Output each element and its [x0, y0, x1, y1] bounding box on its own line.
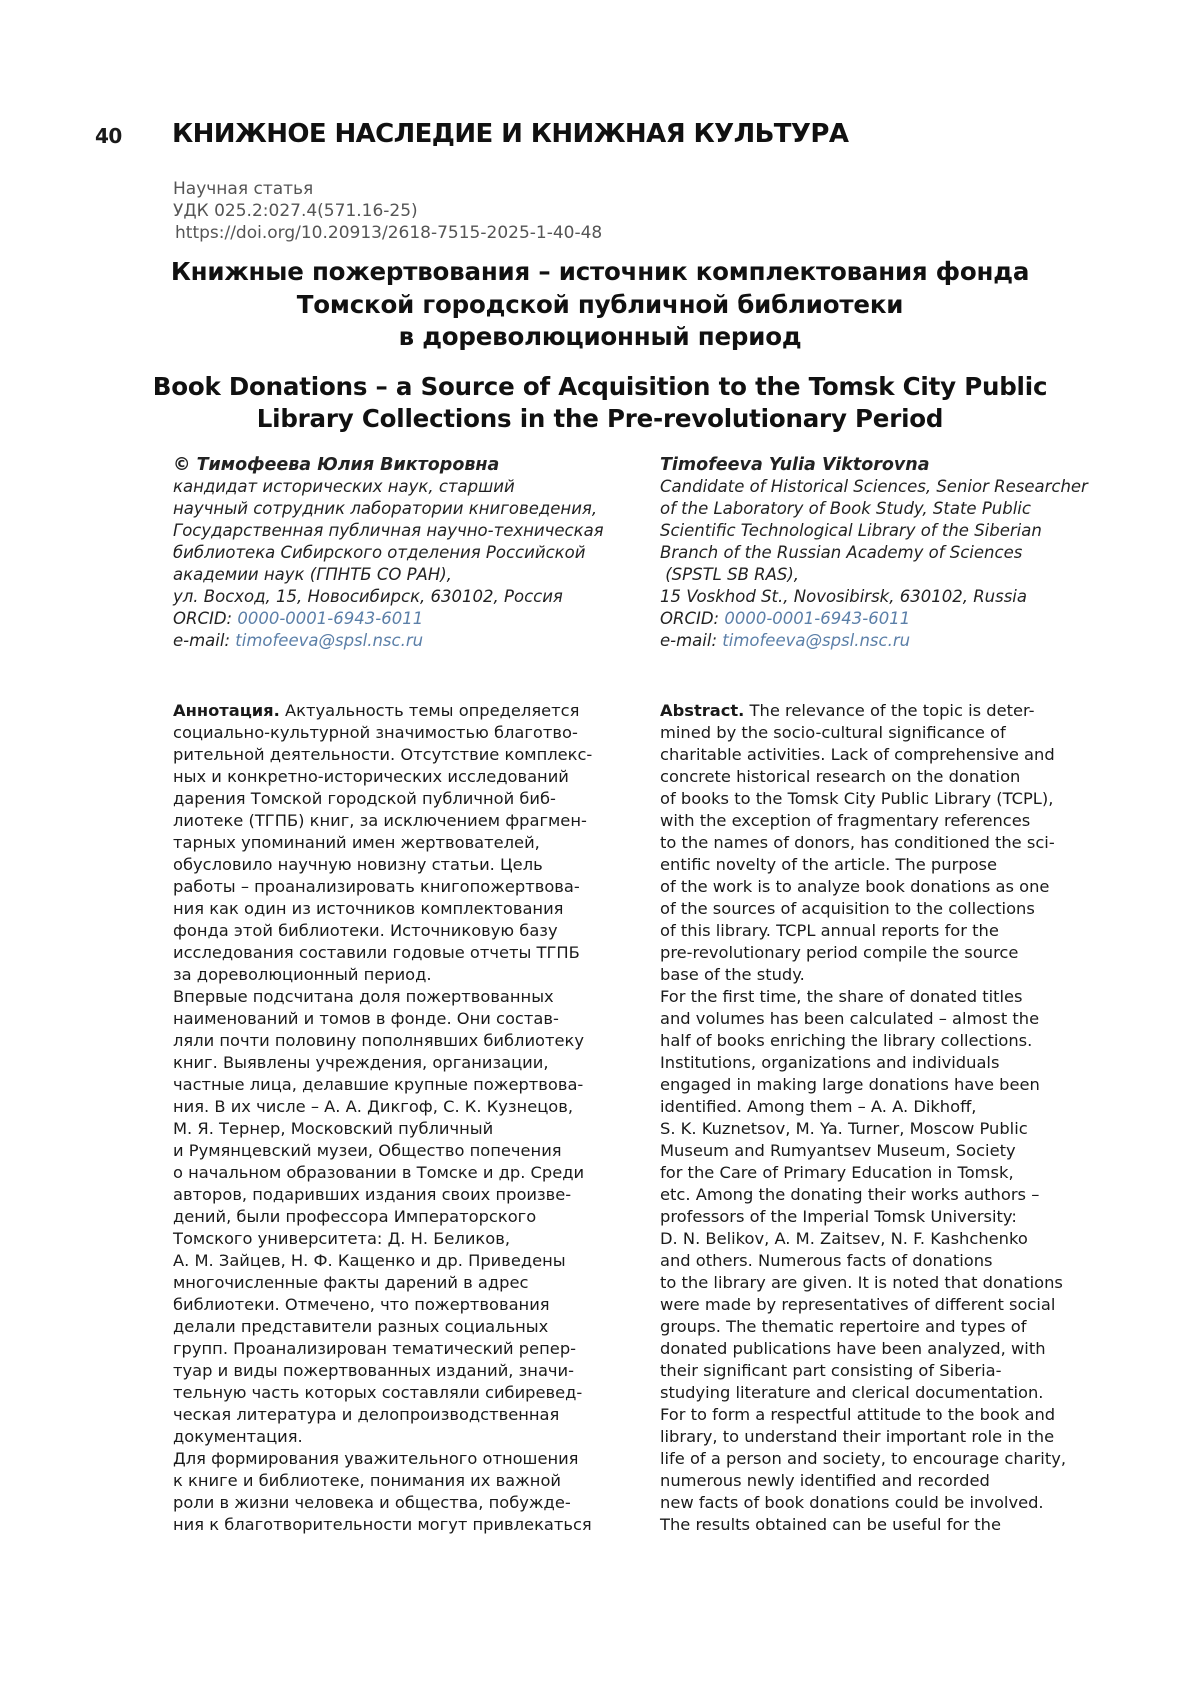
affiliation-line: кандидат исторических наук, старший: [173, 476, 653, 498]
affiliation-line: 15 Voskhod St., Novosibirsk, 630102, Russia: [660, 586, 1140, 608]
abstract-line: авторов, подаривших издания своих произве-: [173, 1184, 653, 1206]
abstract-line: ных и конкретно-исторических исследований: [173, 766, 653, 788]
abstract-line: base of the study.: [660, 964, 1140, 986]
abstract-line: entific novelty of the article. The purpose: [660, 854, 1140, 876]
title-en-line: Book Donations – a Source of Acquisition to the Tomsk City Public: [150, 371, 1050, 403]
abstract-line: library, to understand their important role in the: [660, 1426, 1140, 1448]
abstract-line: numerous newly identified and recorded: [660, 1470, 1140, 1492]
page: [0, 0, 1200, 1697]
abstract-line: дарения Томской городской публичной биб-: [173, 788, 653, 810]
article-type: Научная статья: [173, 178, 602, 200]
abstract-line: многочисленные факты дарений в адрес: [173, 1272, 653, 1294]
abstract-line: to the names of donors, has conditioned the sci-: [660, 832, 1140, 854]
abstract-line: For to form a respectful attitude to the book and: [660, 1404, 1140, 1426]
orcid-row: [660, 608, 1140, 630]
affiliation-line: (SPSTL SB RAS),: [660, 564, 1140, 586]
abstract-line: Museum and Rumyantsev Museum, Society: [660, 1140, 1140, 1162]
email-link[interactable]: timofeeva@spsl.nsc.ru: [235, 631, 423, 650]
affiliation-line: Candidate of Historical Sciences, Senior Researcher: [660, 476, 1140, 498]
abstract-line: of the sources of acquisition to the collections: [660, 898, 1140, 920]
abstract-line: new facts of book donations could be involved.: [660, 1492, 1140, 1514]
affiliation-line: Scientific Technological Library of the Siberian: [660, 520, 1140, 542]
abstract-line: concrete historical research on the donation: [660, 766, 1140, 788]
abstract-line: their significant part consisting of Siberia-: [660, 1360, 1140, 1382]
abstract-line: обусловило научную новизну статьи. Цель: [173, 854, 653, 876]
abstract-line: Томского университета: Д. Н. Беликов,: [173, 1228, 653, 1250]
article-title-ru: [150, 256, 1050, 354]
abstract-line: For the first time, the share of donated titles: [660, 986, 1140, 1008]
email-label: e-mail:: [173, 631, 235, 650]
abstract-line: of this library. TCPL annual reports for the: [660, 920, 1140, 942]
abstract-line: ния как один из источников комплектования: [173, 898, 653, 920]
abstract-line: туар и виды пожертвованных изданий, значи-: [173, 1360, 653, 1382]
title-ru-line: в дореволюционный период: [150, 321, 1050, 354]
doi-link[interactable]: https://doi.org/10.20913/2618-7515-2025-1-40-48: [173, 222, 602, 244]
abstract-line: [660, 700, 1140, 722]
abstract-line: наименований и томов в фонде. Они состав-: [173, 1008, 653, 1030]
author-name-en: Timofeeva Yulia Viktorovna: [660, 454, 1140, 476]
abstract-line: were made by representatives of different social: [660, 1294, 1140, 1316]
abstract-line: and others. Numerous facts of donations: [660, 1250, 1140, 1272]
orcid-link[interactable]: 0000-0001-6943-6011: [237, 609, 423, 628]
abstract-line: life of a person and society, to encourage charity,: [660, 1448, 1140, 1470]
abstract-line: to the library are given. It is noted that donations: [660, 1272, 1140, 1294]
abstract-line: к книге и библиотеке, понимания их важной: [173, 1470, 653, 1492]
abstract-line: фонда этой библиотеки. Источниковую базу: [173, 920, 653, 942]
abstract-line: Для формирования уважительного отношения: [173, 1448, 653, 1470]
abstract-line: S. K. Kuznetsov, M. Ya. Turner, Moscow Public: [660, 1118, 1140, 1140]
abstract-line: ческая литература и делопроизводственная: [173, 1404, 653, 1426]
abstract-line: тельную часть которых составляли сибиревед-: [173, 1382, 653, 1404]
article-title-en: [150, 371, 1050, 435]
affiliation-line: библиотека Сибирского отделения Российской: [173, 542, 653, 564]
abstract-line: and volumes has been calculated – almost the: [660, 1008, 1140, 1030]
abstract-line: роли в жизни человека и общества, побужде-: [173, 1492, 653, 1514]
article-meta: [173, 178, 602, 244]
abstract-line: ляли почти половину пополнявших библиотеку: [173, 1030, 653, 1052]
abstract-line: социально-культурной значимостью благотво-: [173, 722, 653, 744]
title-en-line: Library Collections in the Pre-revolutionary Period: [150, 403, 1050, 435]
affiliation-line: Государственная публичная научно-техническая: [173, 520, 653, 542]
abstract-line: ния к благотворительности могут привлекаться: [173, 1514, 653, 1536]
affiliation-line: академии наук (ГПНТБ СО РАН),: [173, 564, 653, 586]
abstract-ru: [173, 700, 653, 1536]
author-info-en: [660, 454, 1140, 652]
orcid-row: [173, 608, 653, 630]
email-row: [173, 630, 653, 652]
abstract-line: Впервые подсчитана доля пожертвованных: [173, 986, 653, 1008]
email-link[interactable]: timofeeva@spsl.nsc.ru: [722, 631, 910, 650]
abstract-line: identified. Among them – A. A. Dikhoff,: [660, 1096, 1140, 1118]
abstract-line: за дореволюционный период.: [173, 964, 653, 986]
abstract-en: [660, 700, 1140, 1536]
abstract-line: pre-revolutionary period compile the source: [660, 942, 1140, 964]
abstract-line: etc. Among the donating their works authors –: [660, 1184, 1140, 1206]
abstract-line: лиотеке (ТГПБ) книг, за исключением фрагмен-: [173, 810, 653, 832]
abstract-line: и Румянцевский музеи, Общество попечения: [173, 1140, 653, 1162]
page-number: 40: [95, 124, 122, 148]
abstract-line: charitable activities. Lack of comprehensive and: [660, 744, 1140, 766]
abstract-line: for the Care of Primary Education in Tomsk,: [660, 1162, 1140, 1184]
abstract-line: studying literature and clerical documentation.: [660, 1382, 1140, 1404]
abstract-line: donated publications have been analyzed, with: [660, 1338, 1140, 1360]
abstract-line: groups. The thematic repertoire and types of: [660, 1316, 1140, 1338]
abstract-line: о начальном образовании в Томске и др. Среди: [173, 1162, 653, 1184]
affiliation-line: of the Laboratory of Book Study, State Public: [660, 498, 1140, 520]
affiliation-line: ул. Восход, 15, Новосибирск, 630102, Россия: [173, 586, 653, 608]
author-info-ru: [173, 454, 653, 652]
abstract-line: А. М. Зайцев, Н. Ф. Кащенко и др. Приведены: [173, 1250, 653, 1272]
abstract-line: делали представители разных социальных: [173, 1316, 653, 1338]
affiliation-line: научный сотрудник лаборатории книговедения,: [173, 498, 653, 520]
abstract-label-en: Abstract.: [660, 701, 744, 720]
abstract-line: D. N. Belikov, A. M. Zaitsev, N. F. Kashchenko: [660, 1228, 1140, 1250]
abstract-line: исследования составили годовые отчеты ТГПБ: [173, 942, 653, 964]
abstract-line: [173, 700, 653, 722]
abstract-first-line-ru: Актуальность темы определяется: [280, 701, 580, 720]
journal-section-heading: КНИЖНОЕ НАСЛЕДИЕ И КНИЖНАЯ КУЛЬТУРА: [172, 119, 848, 149]
abstract-line: professors of the Imperial Tomsk University:: [660, 1206, 1140, 1228]
title-ru-line: Томской городской публичной библиотеки: [150, 289, 1050, 322]
abstract-line: частные лица, делавшие крупные пожертвова-: [173, 1074, 653, 1096]
abstract-first-line-en: The relevance of the topic is deter-: [744, 701, 1034, 720]
abstract-line: книг. Выявлены учреждения, организации,: [173, 1052, 653, 1074]
email-label: e-mail:: [660, 631, 722, 650]
abstract-line: документация.: [173, 1426, 653, 1448]
abstract-line: The results obtained can be useful for the: [660, 1514, 1140, 1536]
abstract-line: ния. В их числе – А. А. Дикгоф, С. К. Кузнецов,: [173, 1096, 653, 1118]
udc-code: УДК 025.2:027.4(571.16-25): [173, 200, 602, 222]
abstract-line: half of books enriching the library collections.: [660, 1030, 1140, 1052]
author-name-ru: © Тимофеева Юлия Викторовна: [173, 454, 653, 476]
abstract-line: engaged in making large donations have been: [660, 1074, 1140, 1096]
orcid-label: ORCID:: [173, 609, 237, 628]
abstract-line: групп. Проанализирован тематический репер-: [173, 1338, 653, 1360]
abstract-line: дений, были профессора Императорского: [173, 1206, 653, 1228]
abstract-line: of books to the Tomsk City Public Library (TCPL),: [660, 788, 1140, 810]
abstract-line: работы – проанализировать книгопожертвова-: [173, 876, 653, 898]
affiliation-line: Branch of the Russian Academy of Sciences: [660, 542, 1140, 564]
abstract-line: рительной деятельности. Отсутствие комплекс-: [173, 744, 653, 766]
abstract-line: mined by the socio-cultural significance of: [660, 722, 1140, 744]
abstract-line: тарных упоминаний имен жертвователей,: [173, 832, 653, 854]
abstract-line: Institutions, organizations and individuals: [660, 1052, 1140, 1074]
email-row: [660, 630, 1140, 652]
orcid-link[interactable]: 0000-0001-6943-6011: [724, 609, 910, 628]
orcid-label: ORCID:: [660, 609, 724, 628]
abstract-line: библиотеки. Отмечено, что пожертвования: [173, 1294, 653, 1316]
title-ru-line: Книжные пожертвования – источник комплектования фонда: [150, 256, 1050, 289]
abstract-line: М. Я. Тернер, Московский публичный: [173, 1118, 653, 1140]
abstract-label-ru: Аннотация.: [173, 701, 280, 720]
abstract-line: with the exception of fragmentary references: [660, 810, 1140, 832]
abstract-line: of the work is to analyze book donations as one: [660, 876, 1140, 898]
